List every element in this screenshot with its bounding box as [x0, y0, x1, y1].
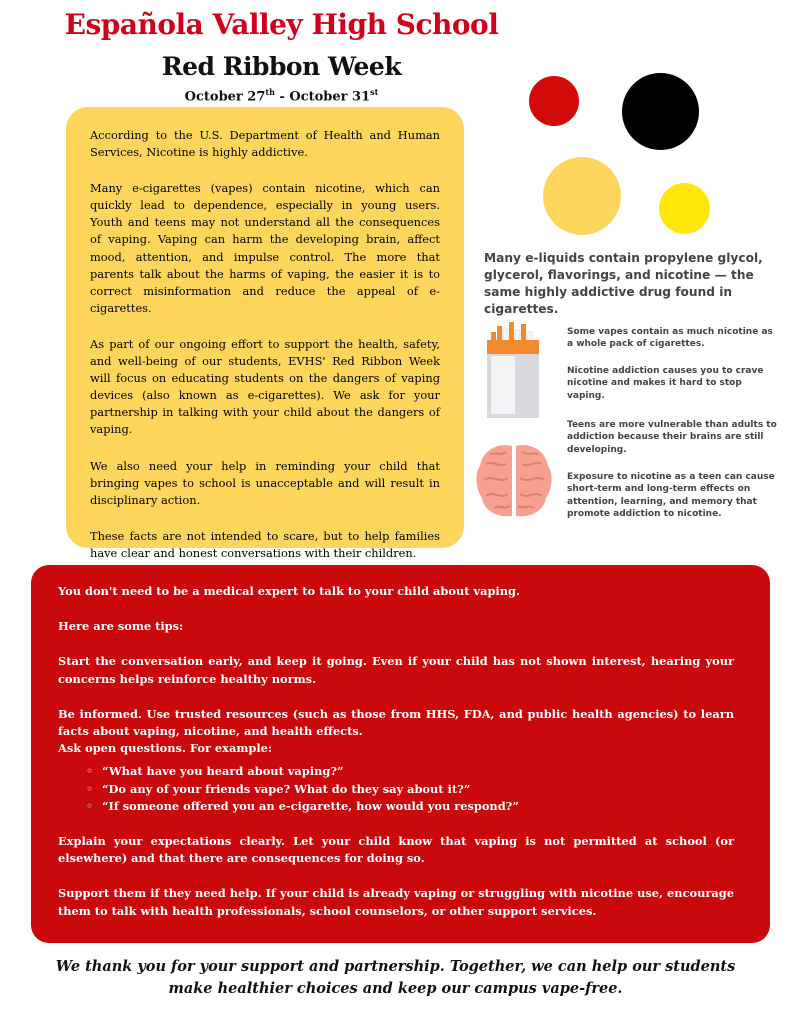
date-end-suffix: st	[370, 87, 379, 97]
event-dates	[0, 87, 563, 104]
question-item: ◦ “If someone offered you an e-cigarette, how would you respond?”	[58, 798, 734, 815]
letter-paragraph: We also need your help in reminding your child that bringing vapes to school is unacceptable and will result in disciplinary action.	[90, 458, 440, 507]
gold-circle	[543, 157, 621, 235]
letter-paragraph: Many e-cigarettes (vapes) contain nicotine, which can quickly lead to dependence, especially in young users. Youth and teens may not understand all the consequences of vaping. Vaping can harm the developing brain, affect mood, attention, and impulse control. The more that parents talk about the harms of vaping, the easier it is to correct misinformation and reduce the appeal of e-cigarettes.	[90, 181, 440, 315]
tips-heading: Here are some tips:	[58, 619, 184, 634]
date-end: October 31	[289, 89, 371, 105]
yellow-circle	[659, 183, 710, 234]
tip-start-early: Start the conversation early, and keep it going. Even if your child has not shown interest, hearing your concerns helps reinforce healthy norms.	[58, 654, 734, 686]
date-start-suffix: th	[265, 87, 275, 97]
cigarette-pack-icon	[485, 318, 543, 420]
tip-expectations: Explain your expectations clearly. Let your child know that vaping is not permitted at school (or elsewhere) and that there are consequences for doing so.	[58, 834, 734, 866]
parent-letter-box	[66, 107, 464, 560]
tip-be-informed: Be informed. Use trusted resources (such as those from HHS, FDA, and public health agencies) to learn facts about vaping, nicotine, and health effects.	[58, 706, 734, 739]
letter-paragraph: According to the U.S. Department of Health and Human Services, Nicotine is highly addictive.	[90, 128, 440, 160]
fact-item: Teens are more vulnerable than adults to addiction because their brains are still developing.	[567, 420, 777, 455]
fact-item: Exposure to nicotine as a teen can cause short-term and long-term effects on attention, learning, and memory that promote addiction to nicotine.	[567, 472, 775, 519]
letter-paragraph: These facts are not intended to scare, but to help families have clear and honest conversations with their children.	[90, 528, 440, 560]
letter-paragraph: As part of our ongoing effort to support the health, safety, and well-being of our students, EVHS' Red Ribbon Week will focus on educating students on the dangers of vaping devices (also known as e-cigarettes). We ask for your partnership in talking with your child about the dangers of vaping.	[90, 336, 440, 437]
brain-icon	[474, 440, 554, 522]
black-circle	[622, 73, 699, 150]
event-title: Red Ribbon Week	[161, 52, 402, 81]
fact-item: Nicotine addiction causes you to crave nicotine and makes it hard to stop vaping.	[567, 366, 764, 401]
e-liquid-headline: Many e-liquids contain propylene glycol, glycerol, flavorings, and nicotine — the same highly addictive drug found in cigarettes.	[484, 251, 763, 316]
fact-item: Some vapes contain as much nicotine as a whole pack of cigarettes.	[567, 327, 773, 350]
date-start: October 27	[184, 89, 266, 105]
closing-message: We thank you for your support and partnership. Together, we can help our students make healthier choices and keep our campus vape-free.	[55, 958, 736, 997]
red-circle	[529, 76, 579, 126]
question-list	[58, 763, 734, 815]
date-separator: -	[274, 89, 290, 105]
tips-box	[31, 565, 770, 943]
question-item: ◦ “What have you heard about vaping?”	[58, 763, 734, 780]
question-item: ◦ “Do any of your friends vape? What do they say about it?”	[58, 781, 734, 798]
school-name: Española Valley High School	[64, 8, 499, 41]
tip-support: Support them if they need help. If your child is already vaping or struggling with nicotine use, encourage them to talk with health professionals, school counselors, or other support services.	[58, 886, 734, 918]
tip-ask-questions: Ask open questions. For example:	[58, 741, 273, 756]
tips-intro: You don't need to be a medical expert to talk to your child about vaping.	[58, 584, 520, 598]
